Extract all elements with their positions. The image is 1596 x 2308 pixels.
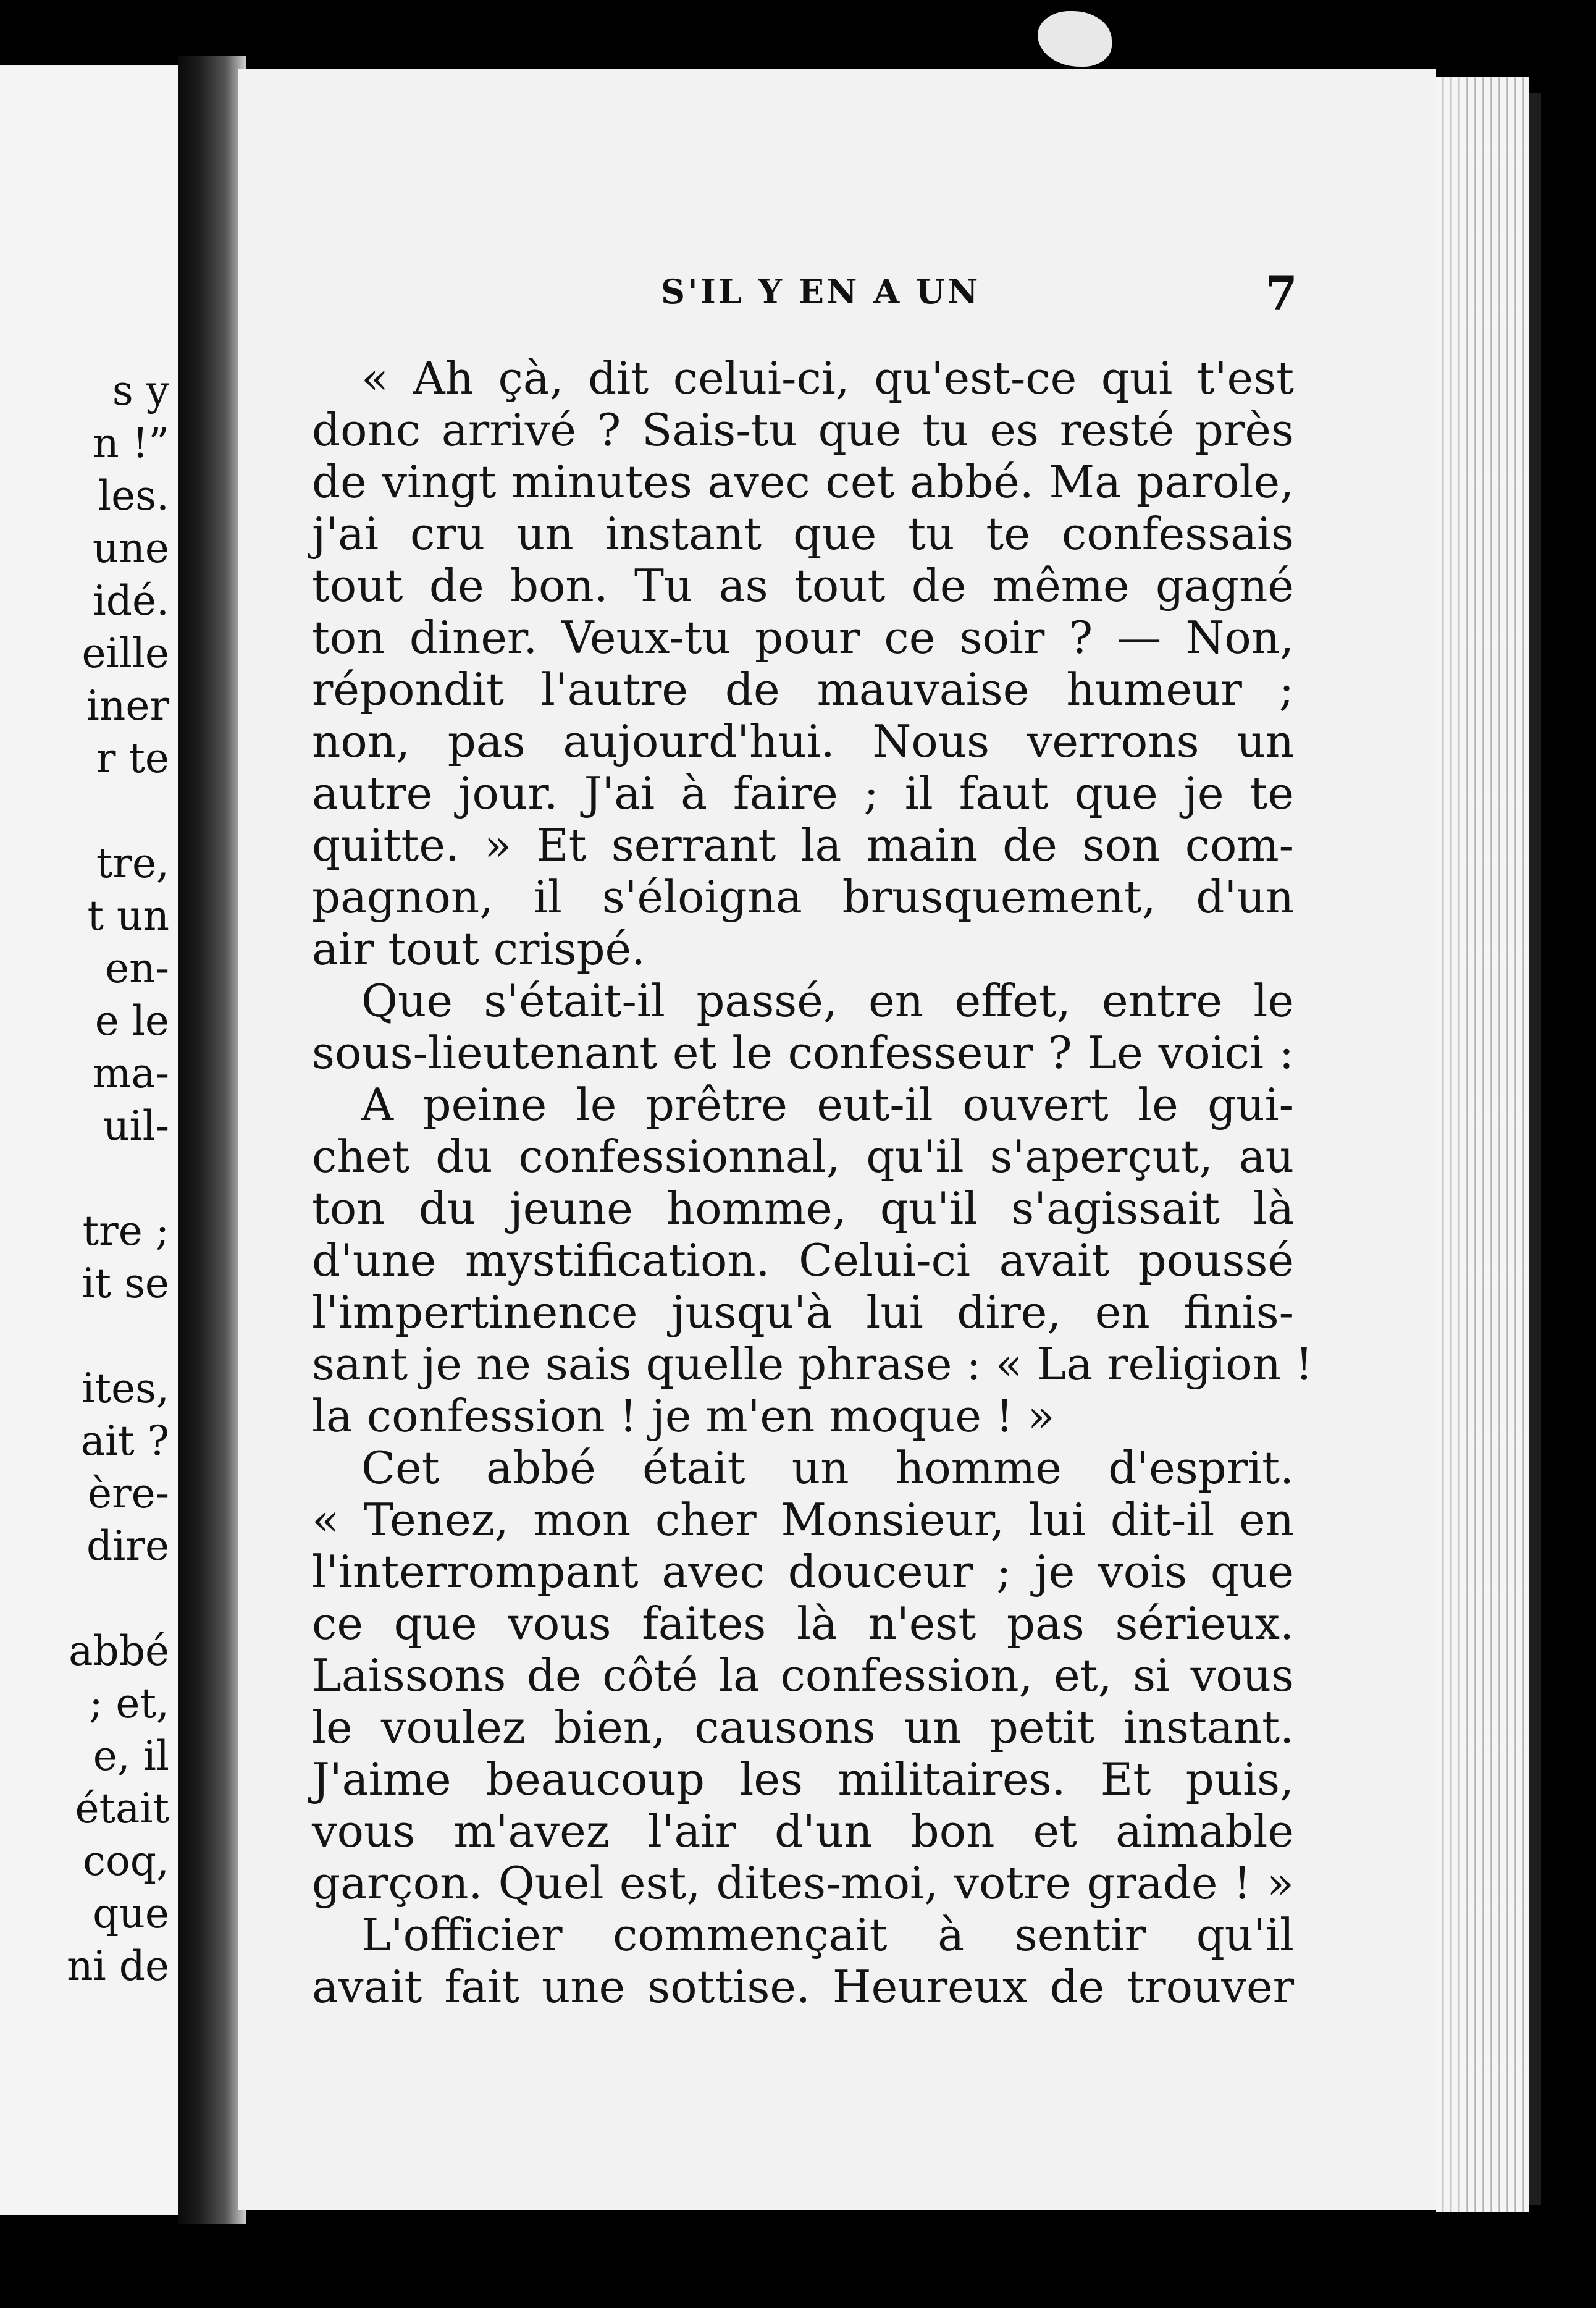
left-page-fragment: ; et, bbox=[89, 1680, 169, 1727]
text-line: donc arrivé ? Sais-tu que tu es resté près bbox=[312, 404, 1294, 456]
left-page-fragment: r te bbox=[96, 735, 169, 782]
left-page-fragment: les. bbox=[98, 472, 169, 520]
text-line: Laissons de côté la confession, et, si vous bbox=[312, 1649, 1294, 1701]
left-page-fragment: ait ? bbox=[80, 1417, 169, 1465]
text-line: répondit l'autre de mauvaise humeur ; bbox=[312, 663, 1294, 715]
left-page-fragment: était bbox=[75, 1785, 169, 1832]
left-page-fragment: eille bbox=[82, 630, 169, 677]
text-line: l'impertinence jusqu'à lui dire, en finis- bbox=[312, 1286, 1294, 1338]
left-page-fragment: t un bbox=[87, 892, 169, 940]
page-number: 7 bbox=[1265, 266, 1298, 321]
text-line: garçon. Quel est, dites-moi, votre grade ! » bbox=[312, 1857, 1294, 1909]
book-gutter bbox=[178, 56, 246, 2224]
text-line: ton diner. Veux-tu pour ce soir ? — Non, bbox=[312, 612, 1294, 663]
left-page-fragment: que bbox=[93, 1890, 169, 1937]
text-line: sant je ne sais quelle phrase : « La religion ! bbox=[312, 1338, 1313, 1390]
text-line: avait fait une sottise. Heureux de trouver bbox=[312, 1961, 1294, 2013]
left-page-fragment: n !” bbox=[93, 419, 169, 467]
left-page-fragment: e le bbox=[94, 997, 169, 1045]
text-line: ton du jeune homme, qu'il s'agissait là bbox=[312, 1182, 1294, 1234]
text-line: vous m'avez l'air d'un bon et aimable bbox=[312, 1805, 1294, 1857]
running-head: S'IL Y EN A UN bbox=[661, 272, 981, 311]
left-page-fragment: coq, bbox=[83, 1837, 169, 1885]
page-edge-shadow bbox=[1529, 93, 1541, 2205]
left-page-fragment: e, il bbox=[93, 1732, 169, 1780]
text-line: d'une mystification. Celui-ci avait poussé bbox=[312, 1234, 1294, 1286]
text-line: la confession ! je m'en moque ! » bbox=[312, 1390, 1055, 1442]
text-line: Que s'était-il passé, en effet, entre le bbox=[361, 975, 1294, 1027]
text-line: j'ai cru un instant que tu te confessais bbox=[312, 508, 1294, 560]
left-page-fragment: ni de bbox=[67, 1942, 169, 1990]
text-line: Cet abbé était un homme d'esprit. bbox=[361, 1442, 1294, 1494]
text-line: pagnon, il s'éloigna brusquement, d'un bbox=[312, 871, 1294, 923]
text-line: de vingt minutes avec cet abbé. Ma parole, bbox=[312, 456, 1294, 508]
text-line: « Tenez, mon cher Monsieur, lui dit-il en bbox=[312, 1494, 1294, 1546]
text-line: A peine le prêtre eut-il ouvert le gui- bbox=[361, 1079, 1294, 1131]
text-line: L'officier commençait à sentir qu'il bbox=[361, 1909, 1294, 1961]
left-page-fragment: dire bbox=[86, 1522, 169, 1570]
text-line: tout de bon. Tu as tout de même gagné bbox=[312, 560, 1294, 612]
left-page-fragment: en- bbox=[105, 945, 169, 992]
left-page-fragment: tre, bbox=[96, 840, 169, 887]
left-page-fragment: ère- bbox=[88, 1470, 169, 1517]
left-page-fragment: idé. bbox=[93, 577, 169, 625]
text-line: l'interrompant avec douceur ; je vois que bbox=[312, 1546, 1294, 1598]
left-page-fragment: ma- bbox=[92, 1050, 169, 1097]
text-line: ce que vous faites là n'est pas sérieux. bbox=[312, 1598, 1294, 1649]
text-line: non, pas aujourd'hui. Nous verrons un bbox=[312, 715, 1294, 767]
text-line: le voulez bien, causons un petit instant. bbox=[312, 1701, 1294, 1753]
text-line: « Ah çà, dit celui-ci, qu'est-ce qui t'est bbox=[361, 352, 1294, 404]
left-facing-page bbox=[0, 65, 178, 2215]
text-line: sous-lieutenant et le confesseur ? Le voici : bbox=[312, 1027, 1294, 1079]
text-line: quitte. » Et serrant la main de son com- bbox=[312, 819, 1294, 871]
left-page-fragment: abbé bbox=[69, 1627, 169, 1675]
left-page-fragment: iner bbox=[86, 682, 169, 730]
left-page-fragment: s y bbox=[112, 367, 169, 415]
text-line: air tout crispé. bbox=[312, 923, 646, 975]
text-line: J'aime beaucoup les militaires. Et puis, bbox=[312, 1753, 1294, 1805]
page-edges bbox=[1436, 77, 1529, 2212]
left-page-fragment: ites, bbox=[82, 1365, 169, 1412]
body-text bbox=[312, 352, 1313, 2013]
text-line: autre jour. J'ai à faire ; il faut que je te bbox=[312, 767, 1294, 819]
left-page-fragment: uil- bbox=[103, 1102, 169, 1150]
paper-scrap bbox=[1038, 11, 1112, 67]
left-page-fragment: tre ; bbox=[82, 1207, 169, 1255]
left-page-fragment: une bbox=[92, 524, 169, 572]
text-line: chet du confessionnal, qu'il s'aperçut, au bbox=[312, 1131, 1294, 1182]
left-page-fragment: it se bbox=[82, 1260, 169, 1307]
